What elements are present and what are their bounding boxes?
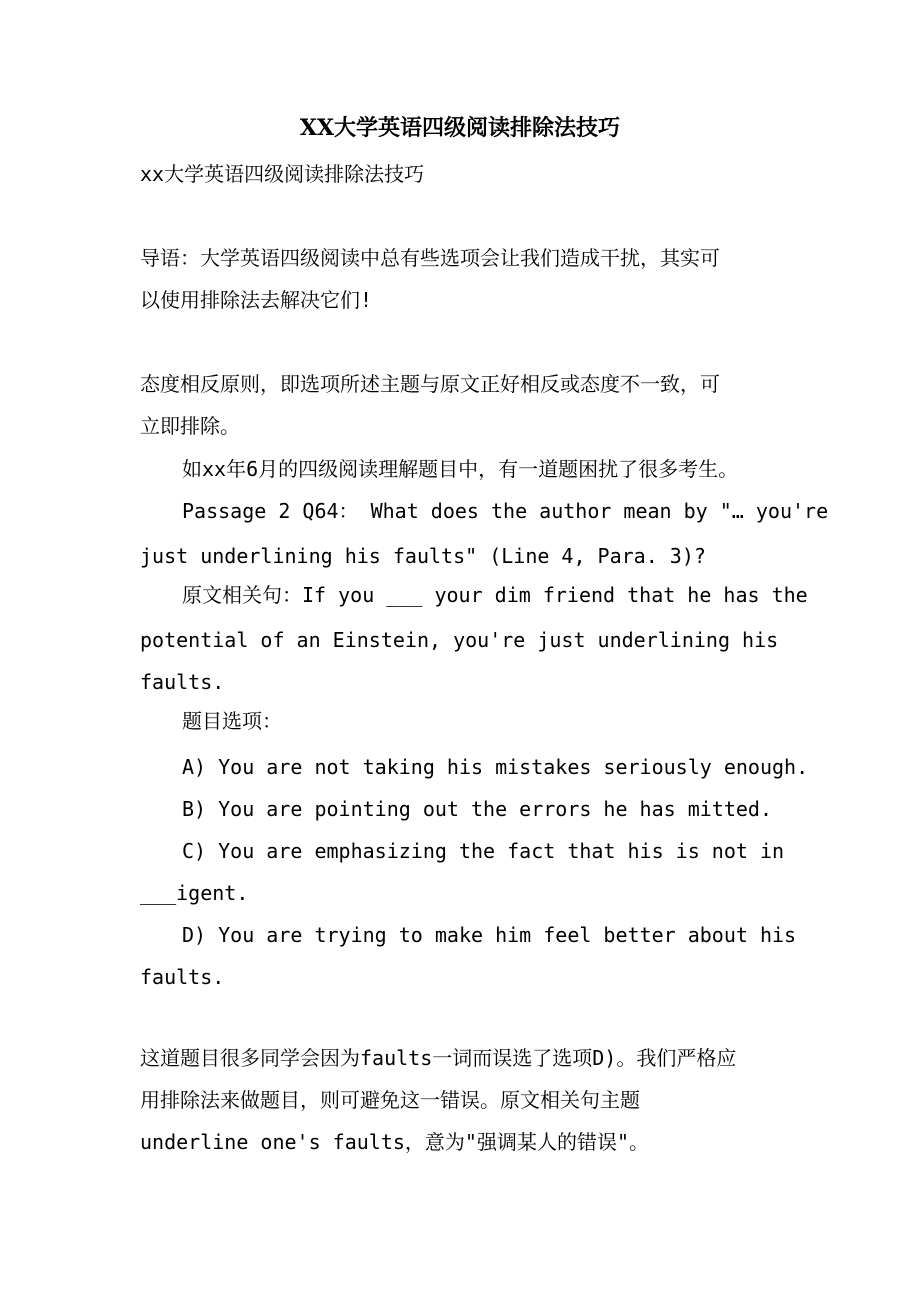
intro-line-2: 以使用排除法去解决它们!: [140, 288, 373, 312]
option-a: A) You are not taking his mistakes seriously enough.: [182, 755, 809, 779]
options-label: 题目选项：: [182, 709, 282, 733]
principle-line-1: 态度相反原则，即选项所述主题与原文正好相反或态度不一致，可: [140, 372, 720, 396]
intro-line-1: 导语：大学英语四级阅读中总有些选项会让我们造成干扰，其实可: [140, 246, 720, 270]
original-sentence-line-1: 原文相关句：If you ___ your dim friend that he has the: [182, 583, 808, 607]
option-d-line-2: faults.: [140, 965, 225, 989]
analysis-line-1: 这道题目很多同学会因为faults一词而误选了选项D)。我们严格应: [140, 1046, 737, 1070]
analysis-line-3: underline one's faults，意为"强调某人的错误"。: [140, 1130, 649, 1154]
option-c-line-2: ___igent.: [140, 881, 249, 905]
example-intro: 如xx年6月的四级阅读理解题目中，有一道题困扰了很多考生。: [182, 457, 739, 481]
analysis-line-2: 用排除法来做题目，则可避免这一错误。原文相关句主题: [140, 1088, 640, 1112]
question-line-1: Passage 2 Q64： What does the author mean by "… you're: [182, 499, 829, 523]
page-title: XX大学英语四级阅读排除法技巧: [299, 115, 621, 141]
subtitle: xx大学英语四级阅读排除法技巧: [140, 162, 425, 186]
principle-line-2: 立即排除。: [140, 414, 240, 438]
question-line-2: just underlining his faults" (Line 4, Para. 3)?: [140, 544, 706, 568]
option-d-line-1: D) You are trying to make him feel better about his: [182, 923, 797, 947]
option-b: B) You are pointing out the errors he has mitted.: [182, 797, 773, 821]
original-sentence-line-2: potential of an Einstein, you're just underlining his: [140, 628, 779, 652]
original-sentence-line-3: faults.: [140, 670, 225, 694]
option-c-line-1: C) You are emphasizing the fact that his is not in: [182, 839, 785, 863]
